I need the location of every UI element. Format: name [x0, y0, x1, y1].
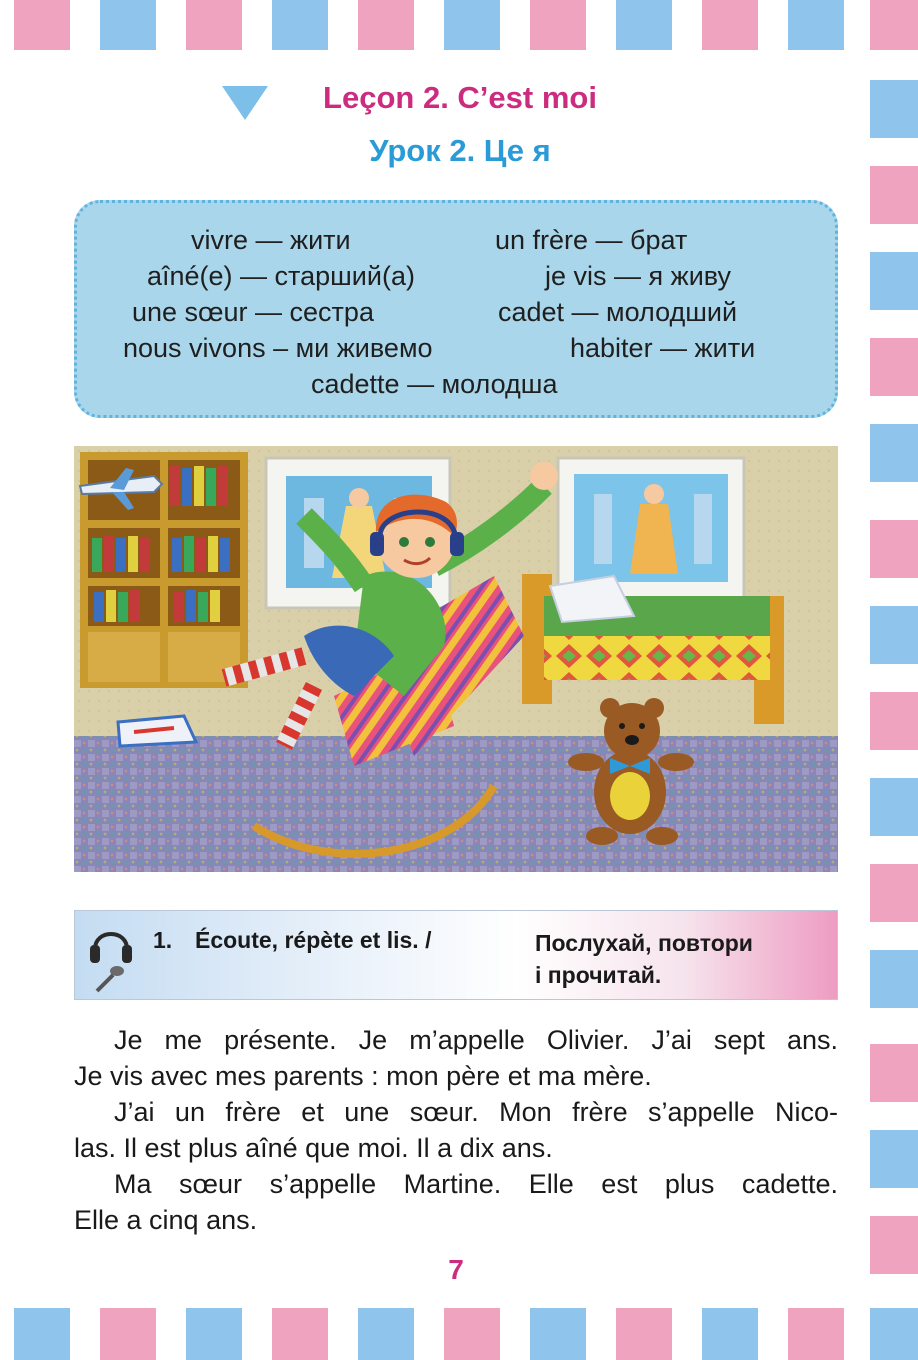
vocab-item: une sœur — сестра [132, 297, 374, 327]
text-line [74, 1166, 838, 1202]
text-line: Elle a cinq ans. [74, 1205, 258, 1235]
vocab-item: je vis — я живу [545, 261, 732, 291]
text-line [74, 1022, 838, 1058]
vocab-item: habiter — жити [570, 333, 756, 363]
page-number: 7 [448, 1254, 464, 1285]
vocab-item: nous vivons – ми живемо [123, 333, 433, 363]
exercise-header [74, 910, 838, 1000]
exercise-title-ua-line: Послухай, повтори [535, 930, 753, 956]
reading-text [74, 1022, 838, 1238]
exercise-title-ua-line: і прочитай. [535, 962, 662, 988]
text-line-content: J’ai un frère et une sœur. Mon frère s’appelle Nico- [114, 1097, 838, 1127]
lesson-title-fr: Leçon 2. C’est moi [323, 80, 597, 115]
text-line: Je vis avec mes parents : mon père et ma mère. [74, 1061, 652, 1091]
text-line: las. Il est plus aîné que moi. Il a dix ans. [74, 1133, 553, 1163]
headphones-microphone-icon[interactable] [87, 919, 135, 993]
vocab-item: cadette — молодша [311, 369, 558, 399]
exercise-title-ua [535, 927, 753, 991]
illustration-boy-in-room [74, 446, 838, 872]
vocab-item: vivre — жити [191, 225, 351, 255]
text-line-content: Ma sœur s’appelle Martine. Elle est plus cadette. [114, 1169, 838, 1199]
vocab-item: aîné(e) — старший(а) [147, 261, 415, 291]
text-line [74, 1094, 838, 1130]
exercise-title-fr: Écoute, répète et lis. / [195, 927, 432, 953]
vocabulary-box [74, 200, 838, 418]
vocab-item: un frère — брат [495, 225, 688, 255]
vocab-item: cadet — молодший [498, 297, 738, 327]
exercise-number: 1. [153, 927, 173, 953]
text-line-content: Je me présente. Je m’appelle Olivier. J’ai sept ans. [114, 1025, 838, 1055]
lesson-title-ua: Урок 2. Це я [369, 133, 551, 168]
